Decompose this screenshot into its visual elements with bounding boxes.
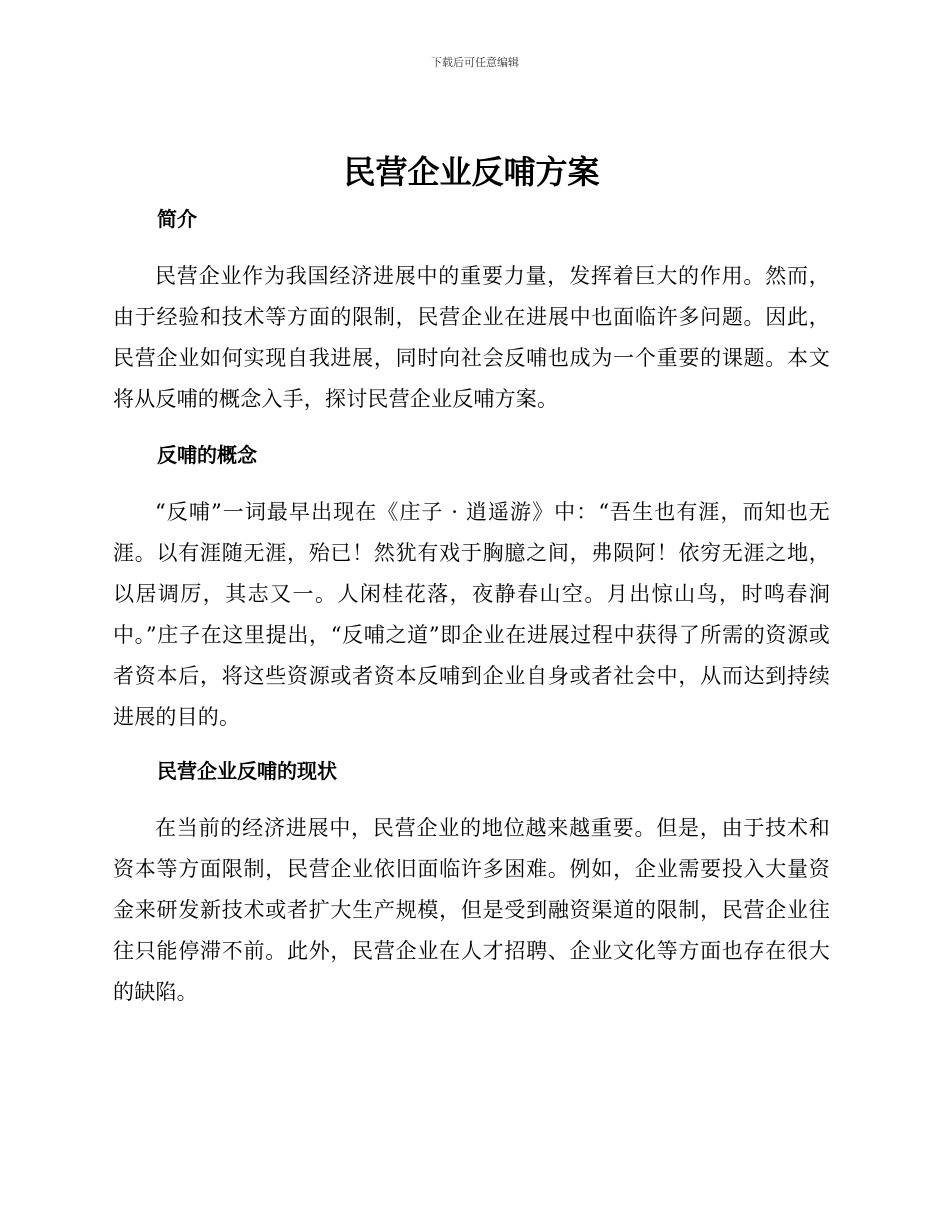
section-heading-status: 民营企业反哺的现状 <box>157 759 337 783</box>
section-heading-concept: 反哺的概念 <box>157 443 257 467</box>
document-title: 民营企业反哺方案 <box>343 153 600 191</box>
document-body <box>113 148 830 1013</box>
section-paragraph-concept: “反哺”一词最早出现在《庄子 · 逍遥游》中：“吾生也有涯，而知也无涯。以有涯随无涯，殆已！然犹有戏于胸臆之间，弗陨阿！依穷无涯之地，以居调厉，其志又一。人闲桂花落，夜静春山空。月出惊山鸟，时鸣春涧中。”庄子在这里提出，“反哺之道”即企业在进展过程中获得了所需的资源或者资本后，将这些资源或者资本反哺到企业自身或者社会中，从而达到持续进展的目的。 <box>113 500 830 729</box>
section-heading-intro: 简介 <box>157 207 197 231</box>
section-paragraph-status: 在当前的经济进展中，民营企业的地位越来越重要。但是，由于技术和资本等方面限制，民营企业依旧面临许多困难。例如，企业需要投入大量资金来研发新技术或者扩大生产规模，但是受到融资渠道的限制，民营企业往往只能停滞不前。此外，民营企业在人才招聘、企业文化等方面也存在很大的缺陷。 <box>113 816 830 1004</box>
section-paragraph-intro: 民营企业作为我国经济进展中的重要力量，发挥着巨大的作用。然而，由于经验和技术等方面的限制，民营企业在进展中也面临许多问题。因此，民营企业如何实现自我进展，同时向社会反哺也成为一个重要的课题。本文将从反哺的概念入手，探讨民营企业反哺方案。 <box>113 264 830 411</box>
header-note: 下载后可任意编辑 <box>431 56 519 69</box>
